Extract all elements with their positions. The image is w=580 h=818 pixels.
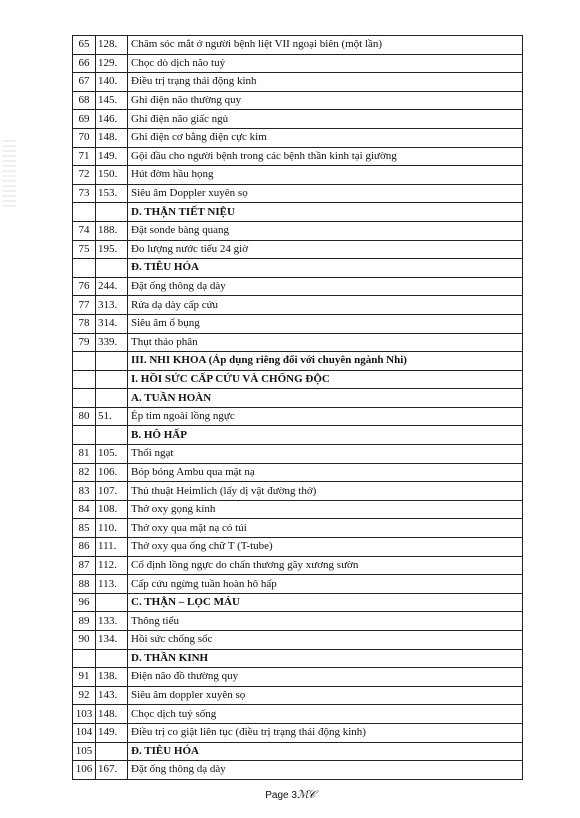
row-number: 73 bbox=[73, 184, 96, 203]
row-number bbox=[73, 389, 96, 408]
procedure-code: 148. bbox=[96, 705, 128, 724]
procedure-code bbox=[96, 742, 128, 761]
section-title: A. TUẦN HOÀN bbox=[128, 389, 523, 408]
procedure-code bbox=[96, 259, 128, 278]
table-row bbox=[73, 73, 523, 92]
procedure-name: Thông tiểu bbox=[128, 612, 523, 631]
procedure-name: Chăm sóc mắt ở người bệnh liệt VII ngoại biên (một lần) bbox=[128, 36, 523, 55]
procedure-code: 143. bbox=[96, 686, 128, 705]
procedure-code bbox=[96, 389, 128, 408]
row-number: 67 bbox=[73, 73, 96, 92]
section-title: B. HÔ HẤP bbox=[128, 426, 523, 445]
section-title: D. THẦN KINH bbox=[128, 649, 523, 668]
procedure-code: 138. bbox=[96, 668, 128, 687]
section-title: Đ. TIÊU HÓA bbox=[128, 742, 523, 761]
procedure-code: 113. bbox=[96, 575, 128, 594]
procedure-code: 145. bbox=[96, 91, 128, 110]
row-number: 81 bbox=[73, 445, 96, 464]
row-number: 82 bbox=[73, 463, 96, 482]
row-number: 68 bbox=[73, 91, 96, 110]
procedure-name: Ghi điện não thường quy bbox=[128, 91, 523, 110]
procedure-code bbox=[96, 426, 128, 445]
row-number bbox=[73, 649, 96, 668]
row-number: 72 bbox=[73, 166, 96, 185]
procedure-name: Rửa dạ dày cấp cứu bbox=[128, 296, 523, 315]
procedure-name: Chọc dò dịch não tuỷ bbox=[128, 54, 523, 73]
procedure-table bbox=[72, 35, 523, 780]
procedure-name: Ghi điện não giấc ngủ bbox=[128, 110, 523, 129]
table-row bbox=[73, 36, 523, 55]
section-title: I. HỒI SỨC CẤP CỨU VÀ CHỐNG ĐỘC bbox=[128, 370, 523, 389]
page-number: Page 3 bbox=[265, 790, 297, 801]
procedure-code: 148. bbox=[96, 128, 128, 147]
table-row bbox=[73, 240, 523, 259]
page-footer bbox=[0, 788, 580, 802]
procedure-name: Đặt ống thông dạ dày bbox=[128, 761, 523, 780]
procedure-code: 106. bbox=[96, 463, 128, 482]
section-header-row bbox=[73, 370, 523, 389]
row-number: 74 bbox=[73, 221, 96, 240]
table-row bbox=[73, 705, 523, 724]
procedure-name: Cố định lồng ngực do chấn thương gãy xương sườn bbox=[128, 556, 523, 575]
procedure-code: 129. bbox=[96, 54, 128, 73]
procedure-name: Đặt sonde bàng quang bbox=[128, 221, 523, 240]
table-row bbox=[73, 166, 523, 185]
row-number: 70 bbox=[73, 128, 96, 147]
table-row bbox=[73, 668, 523, 687]
row-number: 83 bbox=[73, 482, 96, 501]
procedure-code bbox=[96, 649, 128, 668]
row-number: 65 bbox=[73, 36, 96, 55]
procedure-name: Ép tim ngoài lồng ngực bbox=[128, 407, 523, 426]
procedure-code: 188. bbox=[96, 221, 128, 240]
procedure-code: 107. bbox=[96, 482, 128, 501]
procedure-code: 108. bbox=[96, 500, 128, 519]
row-number: 71 bbox=[73, 147, 96, 166]
section-header-row bbox=[73, 352, 523, 371]
table-row bbox=[73, 686, 523, 705]
row-number: 77 bbox=[73, 296, 96, 315]
section-title: C. THẬN – LỌC MÁU bbox=[128, 593, 523, 612]
table-row bbox=[73, 91, 523, 110]
procedure-code: 339. bbox=[96, 333, 128, 352]
table-row bbox=[73, 723, 523, 742]
procedure-name: Đo lượng nước tiểu 24 giờ bbox=[128, 240, 523, 259]
section-header-row bbox=[73, 259, 523, 278]
table-row bbox=[73, 221, 523, 240]
row-number: 104 bbox=[73, 723, 96, 742]
section-title: D. THẬN TIẾT NIỆU bbox=[128, 203, 523, 222]
row-number bbox=[73, 259, 96, 278]
signature-mark: ℳ𝒞 bbox=[296, 788, 315, 801]
table-row bbox=[73, 761, 523, 780]
procedure-code: 314. bbox=[96, 314, 128, 333]
procedure-code: 150. bbox=[96, 166, 128, 185]
row-number: 75 bbox=[73, 240, 96, 259]
table-row bbox=[73, 538, 523, 557]
table-row bbox=[73, 445, 523, 464]
row-number: 78 bbox=[73, 314, 96, 333]
table-row bbox=[73, 110, 523, 129]
table-row bbox=[73, 277, 523, 296]
row-number: 106 bbox=[73, 761, 96, 780]
row-number: 89 bbox=[73, 612, 96, 631]
procedure-code: 133. bbox=[96, 612, 128, 631]
section-title: Đ. TIÊU HÓA bbox=[128, 259, 523, 278]
row-number: 86 bbox=[73, 538, 96, 557]
procedure-name: Thở oxy qua ống chữ T (T-tube) bbox=[128, 538, 523, 557]
table-row bbox=[73, 333, 523, 352]
section-header-row bbox=[73, 389, 523, 408]
procedure-code: 149. bbox=[96, 147, 128, 166]
procedure-code: 51. bbox=[96, 407, 128, 426]
row-number: 79 bbox=[73, 333, 96, 352]
row-number: 90 bbox=[73, 631, 96, 650]
row-number bbox=[73, 370, 96, 389]
procedure-code: 313. bbox=[96, 296, 128, 315]
table-row bbox=[73, 556, 523, 575]
row-number: 88 bbox=[73, 575, 96, 594]
row-number bbox=[73, 426, 96, 445]
procedure-code: 110. bbox=[96, 519, 128, 538]
table-row bbox=[73, 463, 523, 482]
procedure-code: 149. bbox=[96, 723, 128, 742]
table-row bbox=[73, 519, 523, 538]
row-number: 91 bbox=[73, 668, 96, 687]
procedure-name: Hồi sức chống sốc bbox=[128, 631, 523, 650]
table-row bbox=[73, 575, 523, 594]
row-number: 96 bbox=[73, 593, 96, 612]
procedure-name: Siêu âm Doppler xuyên sọ bbox=[128, 184, 523, 203]
row-number: 92 bbox=[73, 686, 96, 705]
procedure-name: Điều trị co giật liên tục (điều trị trạng thái động kinh) bbox=[128, 723, 523, 742]
procedure-table-body bbox=[73, 36, 523, 780]
row-number: 87 bbox=[73, 556, 96, 575]
procedure-name: Siêu âm ổ bụng bbox=[128, 314, 523, 333]
table-row bbox=[73, 612, 523, 631]
table-row bbox=[73, 482, 523, 501]
procedure-code bbox=[96, 593, 128, 612]
procedure-code: 140. bbox=[96, 73, 128, 92]
procedure-code bbox=[96, 370, 128, 389]
procedure-name: Gội đầu cho người bệnh trong các bệnh thần kinh tại giường bbox=[128, 147, 523, 166]
section-header-row bbox=[73, 593, 523, 612]
procedure-code: 167. bbox=[96, 761, 128, 780]
table-row bbox=[73, 407, 523, 426]
procedure-name: Siêu âm doppler xuyên sọ bbox=[128, 686, 523, 705]
procedure-code: 195. bbox=[96, 240, 128, 259]
table-row bbox=[73, 314, 523, 333]
procedure-code: 105. bbox=[96, 445, 128, 464]
procedure-code: 153. bbox=[96, 184, 128, 203]
section-header-row bbox=[73, 203, 523, 222]
procedure-name: Đặt ống thông dạ dày bbox=[128, 277, 523, 296]
table-row bbox=[73, 147, 523, 166]
row-number: 105 bbox=[73, 742, 96, 761]
row-number bbox=[73, 203, 96, 222]
row-number bbox=[73, 352, 96, 371]
procedure-name: Ghi điện cơ bằng điện cực kim bbox=[128, 128, 523, 147]
procedure-code: 112. bbox=[96, 556, 128, 575]
table-row bbox=[73, 54, 523, 73]
table-row bbox=[73, 500, 523, 519]
row-number: 85 bbox=[73, 519, 96, 538]
procedure-name: Hút đờm hầu họng bbox=[128, 166, 523, 185]
row-number: 66 bbox=[73, 54, 96, 73]
table-row bbox=[73, 631, 523, 650]
procedure-name: Thụt tháo phân bbox=[128, 333, 523, 352]
section-title: III. NHI KHOA (Áp dụng riêng đối với chuyên ngành Nhi) bbox=[128, 352, 523, 371]
procedure-code: 134. bbox=[96, 631, 128, 650]
procedure-name: Thủ thuật Heimlich (lấy dị vật đường thở) bbox=[128, 482, 523, 501]
row-number: 76 bbox=[73, 277, 96, 296]
procedure-name: Chọc dịch tuỷ sống bbox=[128, 705, 523, 724]
procedure-name: Điều trị trạng thái động kinh bbox=[128, 73, 523, 92]
table-row bbox=[73, 296, 523, 315]
procedure-code: 128. bbox=[96, 36, 128, 55]
scan-artifact bbox=[2, 140, 16, 210]
procedure-name: Cấp cứu ngừng tuần hoàn hô hấp bbox=[128, 575, 523, 594]
procedure-code: 244. bbox=[96, 277, 128, 296]
procedure-name: Thở oxy gọng kính bbox=[128, 500, 523, 519]
procedure-code bbox=[96, 352, 128, 371]
section-header-row bbox=[73, 649, 523, 668]
procedure-code: 111. bbox=[96, 538, 128, 557]
procedure-name: Thổi ngạt bbox=[128, 445, 523, 464]
procedure-code bbox=[96, 203, 128, 222]
procedure-name: Điện não đồ thường quy bbox=[128, 668, 523, 687]
row-number: 80 bbox=[73, 407, 96, 426]
procedure-code: 146. bbox=[96, 110, 128, 129]
row-number: 69 bbox=[73, 110, 96, 129]
row-number: 84 bbox=[73, 500, 96, 519]
section-header-row bbox=[73, 426, 523, 445]
table-row bbox=[73, 184, 523, 203]
procedure-name: Thở oxy qua mặt nạ có túi bbox=[128, 519, 523, 538]
section-header-row bbox=[73, 742, 523, 761]
procedure-name: Bóp bóng Ambu qua mặt nạ bbox=[128, 463, 523, 482]
table-row bbox=[73, 128, 523, 147]
row-number: 103 bbox=[73, 705, 96, 724]
